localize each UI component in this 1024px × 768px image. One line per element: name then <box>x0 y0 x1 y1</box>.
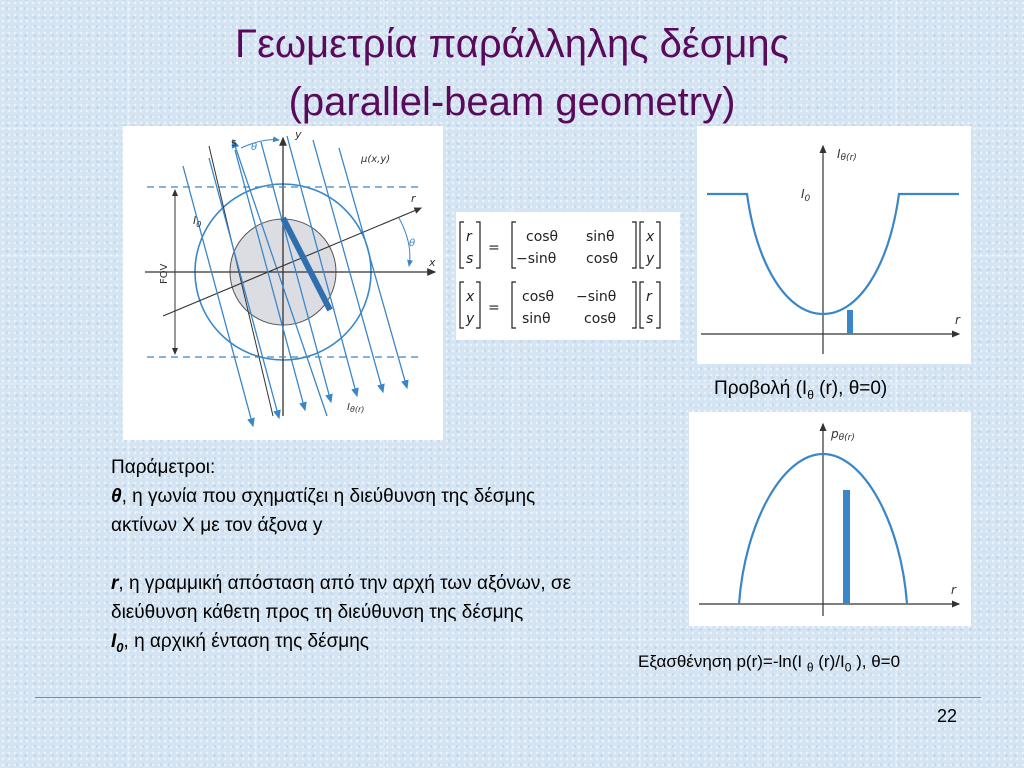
m2-y: y <box>466 311 475 327</box>
theta-label-top: θ <box>251 142 258 153</box>
matrix-figure <box>456 212 680 340</box>
r-axis-label: r <box>411 192 416 205</box>
m1-a21: −sinθ <box>516 251 557 267</box>
m2-eq: = <box>488 300 500 316</box>
attenuation-caption: Εξασθένηση p(r)=-ln(I $_\theta$ $(r)/I_0$ ), θ=0 <box>638 652 901 675</box>
slide-title: Γεωμετρία παράλληλης δέσμης <box>235 22 789 66</box>
m2-a21: sinθ <box>522 311 551 327</box>
theta-label-right: θ <box>409 238 416 249</box>
footer-divider <box>35 697 981 698</box>
parameters-text <box>111 453 581 662</box>
parameter-theta: θ, η γωνία που σχηματίζει η διεύθυνση της δέσμης ακτίνων X με τον άξονα y <box>111 486 536 536</box>
projection-level-label: $I_0$ <box>801 187 811 204</box>
projection-curve <box>707 194 959 314</box>
geometry-figure <box>123 126 443 440</box>
m1-y: y <box>646 251 655 267</box>
page-number: 22 <box>937 706 958 726</box>
projection-xlabel: r <box>955 313 960 327</box>
projection-plot <box>697 126 971 364</box>
s-axis-label: s <box>231 136 237 149</box>
m2-a22: cosθ <box>584 311 617 327</box>
projection-label: $I_{\theta(r)}$ <box>347 402 365 414</box>
projection-caption: Προβολή ($I_\theta$ (r), θ=0) <box>714 378 888 402</box>
m2-x: x <box>466 289 475 305</box>
m2-a11: cosθ <box>522 289 555 305</box>
fov-label: FOV <box>159 263 170 284</box>
attenuation-xlabel: r <box>951 583 956 597</box>
y-axis-label: y <box>295 128 302 141</box>
m1-eq: = <box>488 240 500 256</box>
x-axis-label: x <box>429 256 436 269</box>
i0-label: $I_0$ <box>193 214 202 229</box>
parameters-heading: Παράμετροι: <box>111 457 216 478</box>
m1-a12: sinθ <box>586 229 615 245</box>
attenuation-plot <box>689 412 971 626</box>
parameter-r: r, η γραμμική απόσταση από την αρχή των αξόνων, σε διεύθυνση κάθετη προς τη διεύθυνση της δέσμης <box>111 573 572 623</box>
attenuation-ylabel: pθ(r) <box>831 427 855 443</box>
parameter-i0: $I_0$, η αρχική ένταση της δέσμης <box>111 631 369 655</box>
m1-a22: cosθ <box>586 251 619 267</box>
m2-r: r <box>646 289 652 305</box>
attenuation-sample-bar <box>843 490 850 604</box>
m1-x: x <box>646 229 655 245</box>
m2-a12: −sinθ <box>576 289 617 305</box>
projection-ylabel: Iθ(r) <box>837 147 857 163</box>
mu-label: μ(x,y) <box>361 154 391 165</box>
m1-r: r <box>466 229 472 245</box>
m1-a11: cosθ <box>526 229 559 245</box>
slide-subtitle: (parallel-beam geometry) <box>288 80 736 124</box>
projection-sample-bar <box>847 310 853 334</box>
m2-s: s <box>646 311 654 327</box>
m1-s: s <box>466 251 474 267</box>
